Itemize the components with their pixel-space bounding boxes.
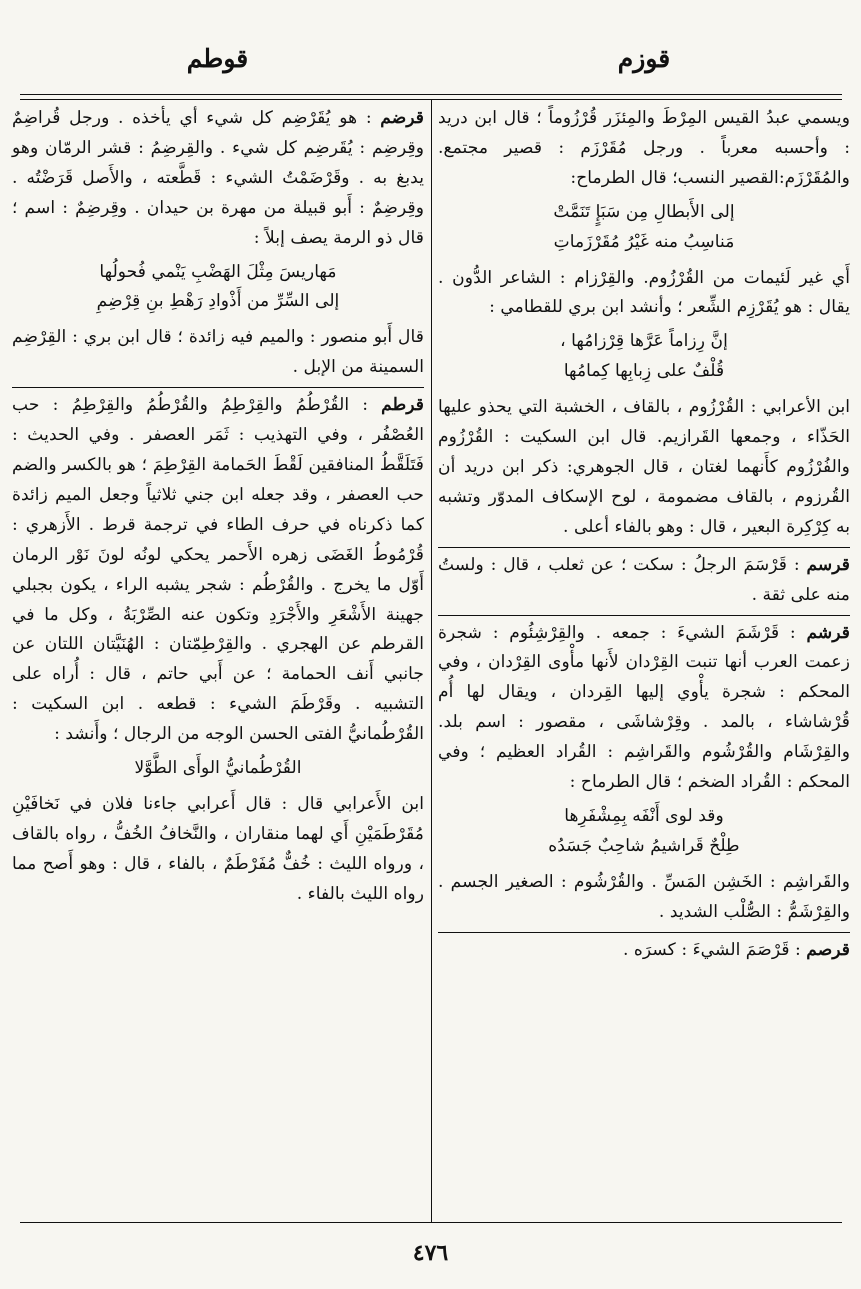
verse-line: مَناسِبُ منه غَيْرُ مُقَرْزَماتِ [553,231,735,252]
poem-verse [12,754,424,784]
paragraph: والقَراشِم : الخَشِن المَسِّ . والقُرْشُوم : الصغير الجسم . والقِرْشَمُّ : الصُّلْب الشديد . [438,871,850,922]
paragraph: ويسمي عبدُ القيس المِرْطَ والمِئزَر قُرْزُوماً ؛ قال ابن دريد : وأحسبه معرباً . ورجل مُقَرْزَم : قصير مجتمع. والمُقَرْزَم:القصير النسب؛ قال الطرماح: [438,108,850,188]
entry-qrdm [12,104,424,254]
continuation-text [438,104,850,194]
definition: : القُرْطُمُ والقِرْطِمُ والقُرْطُمُ والقِرْطِمُ : حب العُصْفُر ، وفي التهذيب : ثَمَر العصفر . وفي الحديث : فَتَلَقَّطُ المنافقين لَقْطَ الحَمامة القِرْطِمَ ؛ هو بالكسر والضم حب العصفر ، وقد جعله ابن جني ثلاثياً وجعل الميم زائدة كما ذكرناه في حرف الطاء في ترجمة قرط . الأَزهري : قُرْمُوطُ الغَضَى زهره الأَحمر يحكي لونُه لونَ نَوْر الرمان أَوّل ما يخرج . والقُرْطُم : شجر يشبه الراء ، يكون بجبلي جهينة الأَشْعَرِ والأَجْرَدِ وتكون عنه الصِّرْبَةُ ، وكل ما في القرطم عن الهجري . والقِرْطِمّتان : الهُنَيَّتان اللتان عن جانبي أَنف الحمامة ؛ عن أَبي حاتم ، قال : أُراه على التشبيه . وقَرْطَمَ الشيء : قطعه . ابن السكيت : القُرْطُمانيُّ الفتى الحسن الوجه من الرجال ؛ وأَنشد : [12,395,424,745]
headword: قرصم [806,939,850,960]
verse-line: طِلْحٌ قَراشيمُ شاحِبٌ جَسَدُه [548,835,740,856]
verse-line: مَهاريسَ مِثْلَ الهَضْبِ يَنْمي فُحولُها [99,261,337,282]
page-number: ٤٧٦ [412,1240,449,1266]
poem-verse [438,198,850,258]
verse-line: وقد لوى أَنْفَه بِمِشْفَرِها [564,805,724,826]
verse-line: إلى السِّرِّ من أَذْوادِ رَهْطِ بنِ قِرْضِمِ [96,291,340,312]
entry-qrtm [12,387,424,750]
entry-qrsm [438,547,850,611]
poem-verse [12,258,424,318]
verse-line: إلى الأَبطالِ مِن سَبَإٍ تَنَمَّتْ [553,201,735,222]
verse-line: القُرْطُمانيُّ الوأَى الطَّوَّلا [134,758,302,779]
right-column-heading: قوزم [617,44,671,73]
entry-qrshm [438,615,850,798]
definition: : قَرْشَمَ الشيءَ : جمعه . والقِرْشِئُوم : شجرة زعمت العرب أنها تنبت القِرْدان لأَنها مأْوى القِرْدان ، وفي المحكم : شجرة يأْوي إليها القِردان ، ويقال لها أُم قُرْشاشاء ، بالمد . وقِرْشاشَى ، مقصور : اسم بلد. والقِرْشَام والقُرْشُوم والقَراشِم : القُراد العظيم ؛ وفي المحكم : القُراد الضخم ؛ قال الطرماح : [438,622,850,793]
definition: : قَرْسَمَ الرجلُ : سكت ؛ عن ثعلب ، قال : ولستُ منه على ثقة . [438,554,850,605]
definition: : هو يُقَرْضِم كل شيء أي يأخذه . ورجل قُراضِمٌ وقِرضِم : يُقَرضِم كل شيء . والقِرضِمُ : قشر الرمّان وهو يدبغ به . وقَرْضَمْتُ الشيء : قَطَّعته ، والأَصل قَرَضْتُه . وقِرضِمٌ : أَبو قبيلة من مهرة بن حيدان . وقِرضِمٌ : اسم ؛ قال ذو الرمة يصف إبلاً : [12,108,424,248]
column-divider [431,100,432,1222]
poem-verse [438,802,850,862]
headword: قرشم [806,622,850,643]
entry-qrsm2 [438,932,850,966]
verse-line: قُلْفٌ على زِبابِها كِمامُها [563,361,725,382]
continuation-text [438,868,850,928]
left-column [12,104,424,914]
paragraph: قال أَبو منصور : والميم فيه زائدة ؛ قال ابن بري : القِرْضِم السمينة من الإبل . [12,327,424,378]
poem-verse [438,327,850,387]
headword: قرضم [380,108,424,128]
definition: : قَرْصَمَ الشيءَ : كسرَه . [622,939,801,960]
continuation-text [12,323,424,383]
continuation-text [12,790,424,910]
right-column [438,104,850,969]
continuation-text [438,393,850,543]
paragraph: ابن الأعرابي : القُرْزُوم ، بالقاف ، الخشبة التي يحذو عليها الحَذّاء ، وجمعها القَرازيم. قال ابن السكيت : القُرْزُوم والفُرْزُوم كأَنهما لغتان ، قال الجوهري: ذكر ابن دريد أن القُرزوم ، بالقاف مضمومة ، لوح الإسكاف المدوّر وتشبه به كِرْكِرة البعير ، قال : وهو بالفاء أعلى . [438,397,850,537]
bottom-rule [20,1222,842,1223]
paragraph: أَي غير لَئيمات من القُرْزُوم. والقِرْزام : الشاعر الدُّون . يقال : هو يُقَرْزِم الشِّعر ؛ وأنشد ابن بري للقطامي : [438,267,850,318]
left-column-heading: قوطم [186,44,249,73]
paragraph: ابن الأَعرابي قال : قال أَعرابي جاءنا فلان في نَخافَيْنِ مُقَرْطَمَيْنِ أَي لهما منقاران ، والنَّخافُ الخُفُّ ، رواه بالقاف ، ورواه الليث : خُفٌّ مُفَرْطَمٌ ، بالفاء ، قال : وهو أَصح مما رواه الليث بالفاء . [12,793,424,904]
continuation-text [438,264,850,324]
headword: قرسم [806,554,850,575]
verse-line: إنَّ رِزاماً عَرَّها قِرْزامُها ، [560,331,728,352]
headword: قرطم [381,395,424,416]
top-rule [20,94,842,95]
